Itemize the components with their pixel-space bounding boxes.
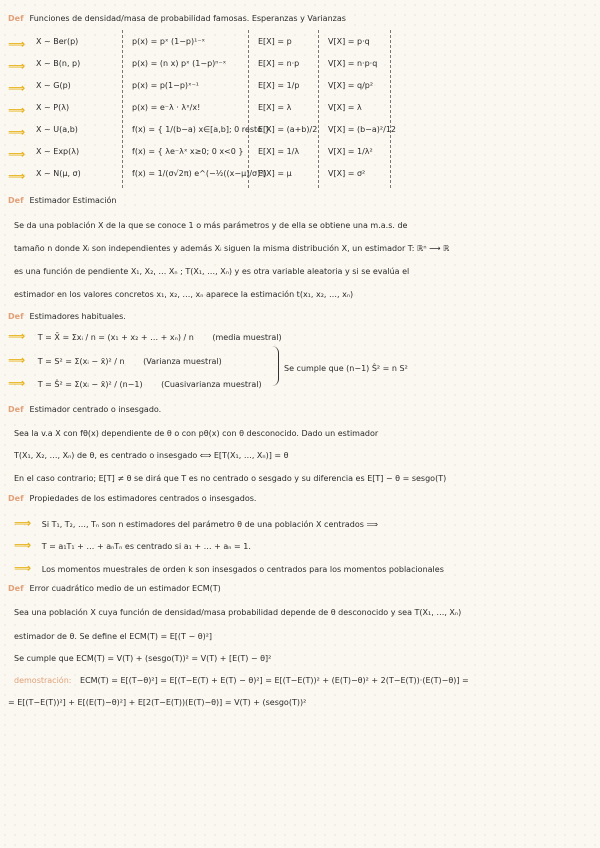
- section-title: Estimadores habituales.: [29, 312, 126, 321]
- property-text: T = a₁T₁ + … + aₙTₙ es centrado si a₁ + … + aₙ = 1.: [41, 542, 251, 551]
- dist-mean: E[X] = μ: [258, 169, 292, 178]
- arrow-icon: ⟹: [8, 169, 26, 183]
- def-label: Def: [8, 196, 24, 205]
- paragraph-line: T(X₁, X₂, …, Xₙ) de θ, es centrado o insesgado ⟺ E[T(X₁, …, Xₙ)] = θ: [14, 451, 289, 460]
- arrow-icon: ⟹: [14, 538, 32, 552]
- property-text: Los momentos muestrales de orden k son insesgados o centrados para los momentos poblacionales: [41, 565, 444, 574]
- dist-name: X ~ B(n, p): [36, 59, 81, 68]
- estimator-note: (Varianza muestral): [143, 357, 222, 366]
- def-label: Def: [8, 14, 24, 23]
- paragraph-line: Sea una población X cuya función de densidad/masa probabilidad depende de θ desconocido y sea T(X₁, …, Xₙ): [14, 608, 462, 617]
- paragraph-line: En el caso contrario; E[T] ≠ θ se dirá que T es no centrado o sesgado y su diferencia es E[T] − θ = sesgo(T): [14, 474, 447, 483]
- estimator-note: (media muestral): [212, 333, 282, 342]
- estimator-item: [8, 378, 262, 390]
- paragraph-line: estimador en los valores concretos x₁, x₂, …, xₙ aparece la estimación t(x₁, x₂, …, xₙ): [14, 290, 354, 299]
- dist-var: V[X] = σ²: [328, 169, 366, 178]
- def-label: Def: [8, 312, 24, 321]
- dist-mean: E[X] = p: [258, 37, 292, 46]
- section-heading: [8, 494, 256, 504]
- arrow-icon: ⟹: [14, 561, 32, 575]
- property-line: [14, 540, 251, 552]
- paragraph-line: es una función de pendiente X₁, X₂, … Xₙ ; T(X₁, …, Xₙ) y es otra variable aleatoria y si se evalúa el: [14, 267, 410, 276]
- section-heading: [8, 196, 117, 206]
- dist-name: X ~ P(λ): [36, 103, 70, 112]
- arrow-icon: ⟹: [14, 516, 32, 530]
- estimator-formula: T = X̄ = Σxᵢ / n = (x₁ + x₂ + … + xₙ) / n: [37, 333, 194, 342]
- demo-equation: ECM(T) = E[(T−θ)²] = E[(T−E(T) + E(T) − θ)²] = E[(T−E(T))² + (E(T)−θ)² + 2(T−E(T))·(E(T)−θ)] =: [80, 676, 469, 685]
- dist-var: V[X] = 1/λ²: [328, 147, 373, 156]
- arrow-icon: ⟹: [8, 147, 26, 161]
- distribution-row: [8, 120, 488, 142]
- arrow-icon: ⟹: [8, 81, 26, 95]
- demo-label: demostración:: [14, 676, 72, 685]
- dist-name: X ~ N(μ, σ): [36, 169, 81, 178]
- dist-pdf: f(x) = { λe⁻λˣ x≥0; 0 x<0 }: [132, 147, 244, 156]
- property-line: [14, 518, 378, 530]
- def-label: Def: [8, 494, 24, 503]
- dist-mean: E[X] = 1/p: [258, 81, 300, 90]
- dist-mean: E[X] = 1/λ: [258, 147, 300, 156]
- def-label: Def: [8, 405, 24, 414]
- paragraph-line: estimador de θ. Se define el ECM(T) = E[(T − θ)²]: [14, 632, 213, 641]
- section-title: Estimador Estimación: [29, 196, 117, 205]
- dist-var: V[X] = p·q: [328, 37, 370, 46]
- arrow-icon: ⟹: [8, 376, 26, 390]
- property-text: Si T₁, T₂, …, Tₙ son n estimadores del parámetro θ de una población X centrados ⟹: [41, 520, 378, 529]
- estimator-item: [8, 355, 222, 367]
- section-title: Propiedades de los estimadores centrados o insesgados.: [29, 494, 257, 503]
- def-label: Def: [8, 584, 24, 593]
- section-title: Error cuadrático medio de un estimador ECM(T): [29, 584, 221, 593]
- section-heading: [8, 405, 161, 415]
- paragraph-line: Sea la v.a X con fθ(x) dependiente de θ o con pθ(x) con θ desconocido. Dado un estimador: [14, 429, 379, 438]
- estimator-formula: T = Ŝ² = Σ(xᵢ − x̄)² / (n−1): [37, 380, 143, 389]
- dist-mean: E[X] = n·p: [258, 59, 300, 68]
- page-title: Funciones de densidad/masa de probabilidad famosas. Esperanzas y Varianzas: [29, 14, 346, 23]
- dist-var: V[X] = λ: [328, 103, 362, 112]
- dist-name: X ~ U(a,b): [36, 125, 78, 134]
- estimator-note: (Cuasivarianza muestral): [161, 380, 262, 389]
- title-line: [8, 14, 346, 24]
- dist-pdf: p(x) = p(1−p)ˣ⁻¹: [132, 81, 200, 90]
- section-title: Estimador centrado o insesgado.: [29, 405, 162, 414]
- arrow-icon: ⟹: [8, 37, 26, 51]
- brace-note: Se cumple que (n−1) Ŝ² = n S²: [284, 364, 408, 373]
- dist-pdf: f(x) = { 1/(b−a) x∈[a,b]; 0 resto }: [132, 125, 270, 134]
- dist-pdf: p(x) = e⁻λ · λˣ/x!: [132, 103, 201, 112]
- demo-line: [14, 676, 469, 686]
- dist-mean: E[X] = λ: [258, 103, 292, 112]
- paragraph-line: Se da una población X de la que se conoce 1 o más parámetros y de ella se obtiene una m.a.s. de: [14, 221, 408, 230]
- estimator-formula: T = S² = Σ(xᵢ − x̄)² / n: [37, 357, 125, 366]
- paragraph-line: Se cumple que ECM(T) = V(T) + (sesgo(T))² = V(T) + [E(T) − θ]²: [14, 654, 272, 663]
- arrow-icon: ⟹: [8, 329, 26, 343]
- dist-name: X ~ Ber(p): [36, 37, 79, 46]
- arrow-icon: ⟹: [8, 125, 26, 139]
- dist-var: V[X] = q/p²: [328, 81, 374, 90]
- dist-name: X ~ G(p): [36, 81, 71, 90]
- distribution-row: [8, 142, 488, 164]
- dist-var: V[X] = (b−a)²/12: [328, 125, 396, 134]
- distribution-row: [8, 54, 488, 76]
- property-line: [14, 563, 444, 575]
- arrow-icon: ⟹: [8, 353, 26, 367]
- arrow-icon: ⟹: [8, 103, 26, 117]
- dist-pdf: p(x) = (n x) pˣ (1−p)ⁿ⁻ˣ: [132, 59, 227, 68]
- brace: [272, 346, 279, 386]
- dist-pdf: f(x) = 1/(σ√2π) e^(−½((x−μ)/σ)²): [132, 169, 267, 178]
- dist-var: V[X] = n·p·q: [328, 59, 378, 68]
- dist-mean: E[X] = (a+b)/2: [258, 125, 318, 134]
- section-heading: [8, 312, 126, 322]
- dist-pdf: p(x) = pˣ (1−p)¹⁻ˣ: [132, 37, 206, 46]
- distribution-row: [8, 32, 488, 54]
- arrow-icon: ⟹: [8, 59, 26, 73]
- distribution-row: [8, 98, 488, 120]
- dist-name: X ~ Exp(λ): [36, 147, 80, 156]
- distribution-row: [8, 164, 488, 186]
- paragraph-line: tamaño n donde Xᵢ son independientes y además Xᵢ siguen la misma distribución X, un estimador T: ℝⁿ ⟶ ℝ: [14, 244, 450, 253]
- distribution-row: [8, 76, 488, 98]
- demo-equation-continued: = E[(T−E(T))²] + E[(E(T)−θ)²] + E[2(T−E(T))(E(T)−θ)] = V(T) + (sesgo(T))²: [8, 698, 307, 707]
- section-heading: [8, 584, 221, 594]
- estimator-item: [8, 331, 282, 343]
